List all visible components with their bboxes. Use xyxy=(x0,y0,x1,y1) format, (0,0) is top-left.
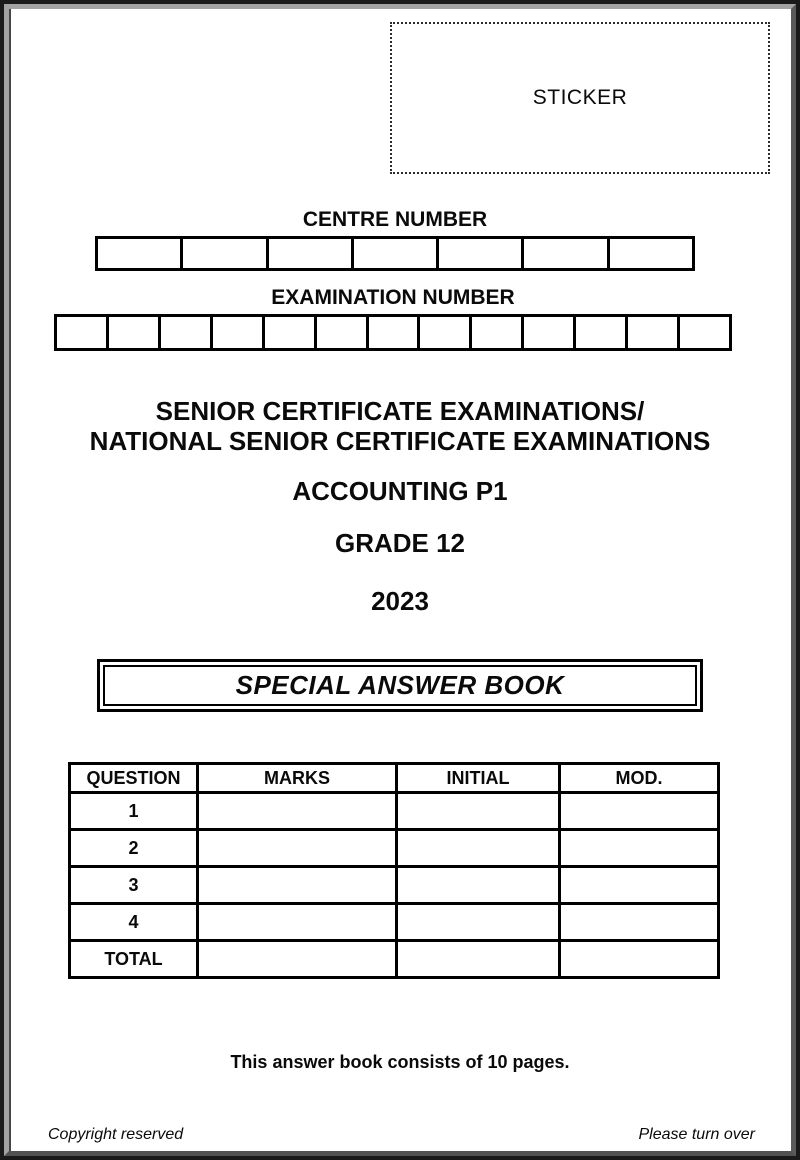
number-cell[interactable] xyxy=(262,317,314,348)
header-initial: INITIAL xyxy=(397,764,560,793)
examination-number-label: EXAMINATION NUMBER xyxy=(271,286,515,309)
number-cell[interactable] xyxy=(98,239,180,268)
number-cell[interactable] xyxy=(210,317,262,348)
number-cell[interactable] xyxy=(366,317,418,348)
number-cell[interactable] xyxy=(436,239,521,268)
pages-note: This answer book consists of 10 pages. xyxy=(230,1052,570,1072)
question-label: 2 xyxy=(70,830,198,867)
number-cell[interactable] xyxy=(521,239,606,268)
number-cell[interactable] xyxy=(417,317,469,348)
exam-title-line1: SENIOR CERTIFICATE EXAMINATIONS/ xyxy=(155,396,645,426)
subject-title: ACCOUNTING P1 xyxy=(292,476,508,506)
initial-cell[interactable] xyxy=(397,904,560,941)
number-cell[interactable] xyxy=(106,317,158,348)
header-question: QUESTION xyxy=(70,764,198,793)
special-answer-book-label: SPECIAL ANSWER BOOK xyxy=(235,670,565,700)
marks-table xyxy=(68,762,720,979)
number-cell[interactable] xyxy=(573,317,625,348)
turn-over-note: Please turn over xyxy=(638,1126,755,1143)
table-row xyxy=(70,867,719,904)
number-cell[interactable] xyxy=(607,239,692,268)
header-mod: MOD. xyxy=(560,764,719,793)
number-cell[interactable] xyxy=(180,239,265,268)
number-cell[interactable] xyxy=(266,239,351,268)
number-cell[interactable] xyxy=(469,317,521,348)
initial-cell[interactable] xyxy=(397,867,560,904)
number-cell[interactable] xyxy=(625,317,677,348)
sticker-box xyxy=(390,22,770,174)
centre-number-section xyxy=(95,208,695,271)
grade-title: GRADE 12 xyxy=(334,528,466,558)
header-marks: MARKS xyxy=(198,764,397,793)
number-cell[interactable] xyxy=(314,317,366,348)
question-label: 1 xyxy=(70,793,198,830)
mod-cell[interactable] xyxy=(560,941,719,978)
table-row xyxy=(70,830,719,867)
exam-title xyxy=(4,396,796,456)
year-title: 2023 xyxy=(371,586,429,616)
examination-number-section xyxy=(54,286,732,351)
special-answer-book-banner-inner xyxy=(103,665,697,706)
page-frame xyxy=(4,4,796,1156)
question-label: TOTAL xyxy=(70,941,198,978)
marks-cell[interactable] xyxy=(198,941,397,978)
initial-cell[interactable] xyxy=(397,793,560,830)
number-cell[interactable] xyxy=(158,317,210,348)
mod-cell[interactable] xyxy=(560,830,719,867)
marks-cell[interactable] xyxy=(198,867,397,904)
sticker-label: STICKER xyxy=(532,86,628,109)
table-row xyxy=(70,793,719,830)
initial-cell[interactable] xyxy=(397,941,560,978)
table-row xyxy=(70,904,719,941)
centre-number-label: CENTRE NUMBER xyxy=(302,208,488,231)
number-cell[interactable] xyxy=(677,317,729,348)
marks-cell[interactable] xyxy=(198,793,397,830)
mod-cell[interactable] xyxy=(560,867,719,904)
marks-cell[interactable] xyxy=(198,830,397,867)
exam-title-line2: NATIONAL SENIOR CERTIFICATE EXAMINATIONS xyxy=(89,426,711,456)
marks-table-header-row xyxy=(70,764,719,793)
number-cell[interactable] xyxy=(521,317,573,348)
initial-cell[interactable] xyxy=(397,830,560,867)
copyright-note: Copyright reserved xyxy=(48,1126,184,1143)
mod-cell[interactable] xyxy=(560,793,719,830)
question-label: 4 xyxy=(70,904,198,941)
marks-cell[interactable] xyxy=(198,904,397,941)
question-label: 3 xyxy=(70,867,198,904)
number-cell[interactable] xyxy=(57,317,106,348)
examination-number-boxes xyxy=(54,314,732,351)
centre-number-boxes xyxy=(95,236,695,271)
number-cell[interactable] xyxy=(351,239,436,268)
table-row xyxy=(70,941,719,978)
mod-cell[interactable] xyxy=(560,904,719,941)
special-answer-book-banner xyxy=(97,659,703,712)
